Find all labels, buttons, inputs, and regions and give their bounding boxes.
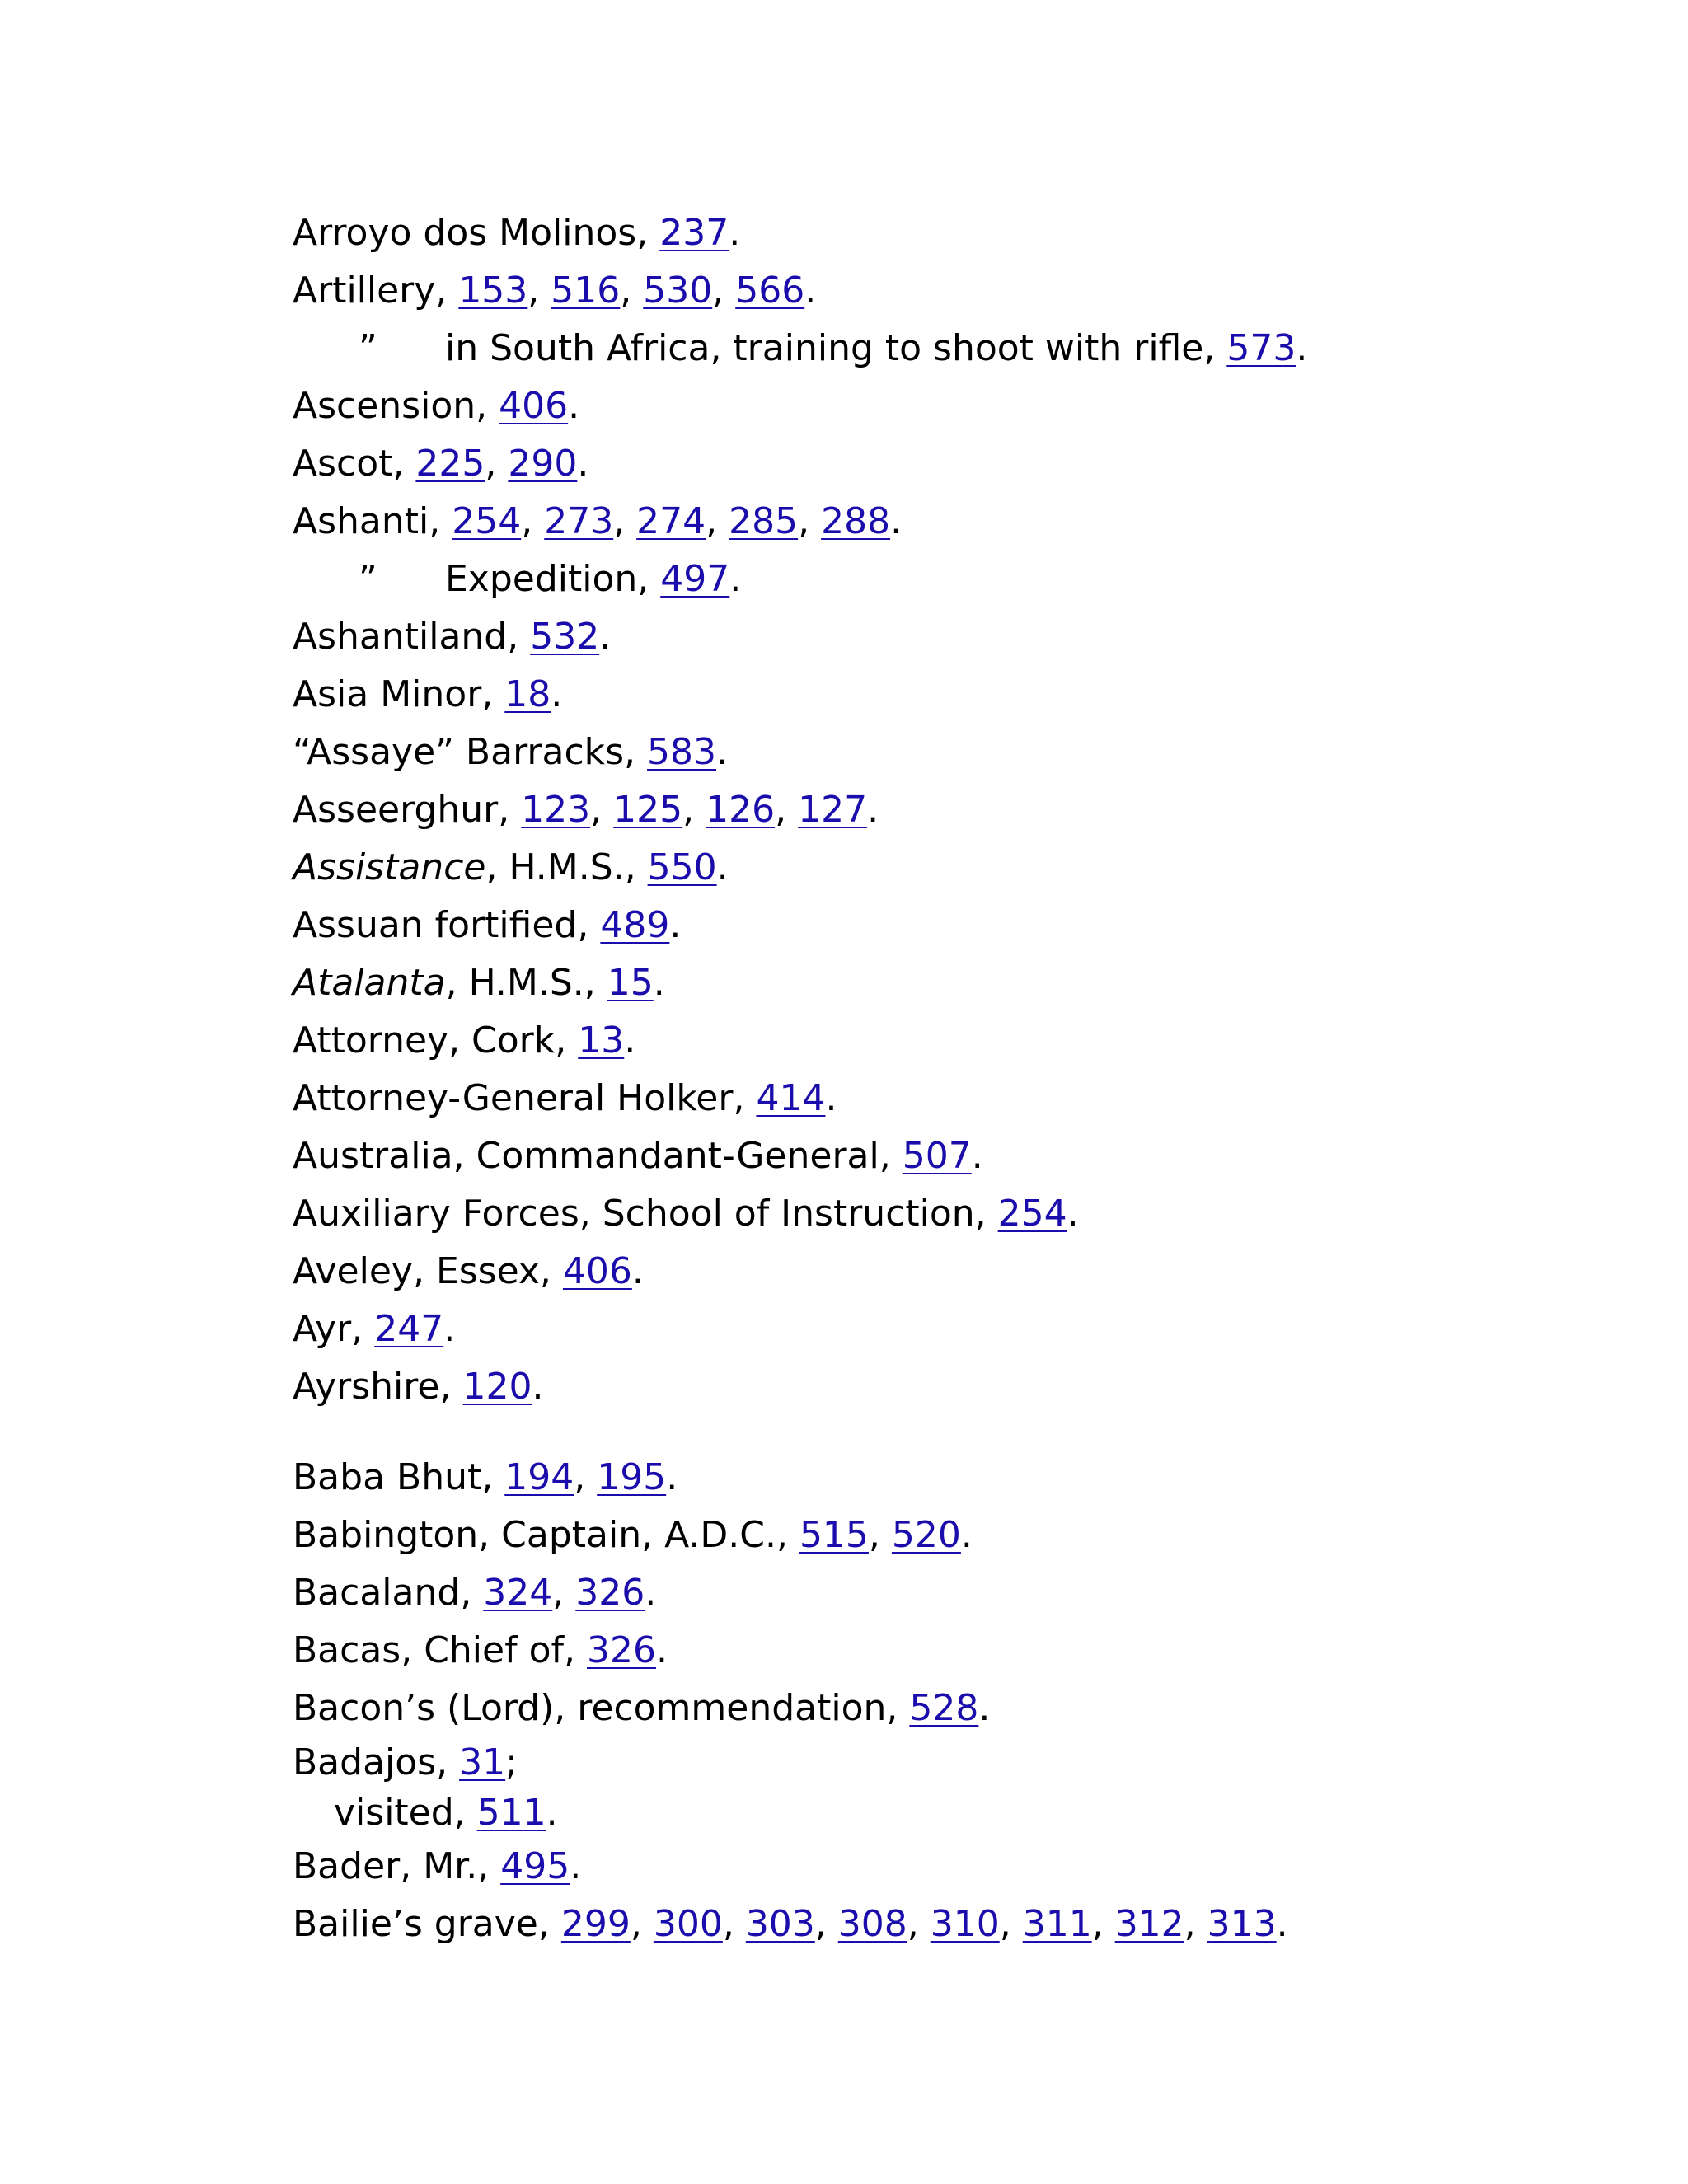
page-link[interactable]: 153 xyxy=(458,269,528,312)
page-link[interactable]: 285 xyxy=(729,500,799,542)
index-term: Ayrshire xyxy=(293,1366,440,1408)
index-entry: Attorney-General Holker, 414. xyxy=(293,1077,837,1119)
index-entry: Babington, Captain, A.D.C., 515, 520. xyxy=(293,1514,973,1556)
ditto-mark: ” xyxy=(359,558,377,600)
index-term: “Assaye” Barracks xyxy=(293,731,625,773)
index-subentry: ” Expedition, 497. xyxy=(293,551,1611,608)
page-link[interactable]: 573 xyxy=(1226,327,1296,369)
index-term: Aveley, Essex xyxy=(293,1250,540,1292)
index-entry: Arroyo dos Molinos, 237. xyxy=(293,212,741,254)
index-term: Bacon’s (Lord), recommendation xyxy=(293,1687,887,1729)
page-link[interactable]: 237 xyxy=(659,212,729,254)
page-link[interactable]: 516 xyxy=(551,269,621,312)
page-link[interactable]: 288 xyxy=(821,500,891,542)
index-term: Bacas, Chief of xyxy=(293,1629,564,1671)
page-link[interactable]: 254 xyxy=(997,1193,1067,1235)
index-term: Bacaland xyxy=(293,1572,461,1614)
index-entry: Ascension, 406. xyxy=(293,385,580,427)
page-link[interactable]: 497 xyxy=(660,558,730,600)
index-entry: Ashantiland, 532. xyxy=(293,616,612,658)
page-link[interactable]: 125 xyxy=(613,789,683,831)
page-link[interactable]: 273 xyxy=(544,500,614,542)
index-entry: Aveley, Essex, 406. xyxy=(293,1250,644,1292)
page-link[interactable]: 313 xyxy=(1207,1903,1277,1945)
page-link[interactable]: 550 xyxy=(647,846,717,888)
index-term: Babington, Captain, A.D.C. xyxy=(293,1514,776,1556)
page-link[interactable]: 299 xyxy=(560,1903,631,1945)
index-entry: Asseerghur, 123, 125, 126, 127. xyxy=(293,789,879,831)
page-link[interactable]: 120 xyxy=(462,1366,532,1408)
index-term-italic: Assistance xyxy=(293,846,486,888)
index-term: Asia Minor xyxy=(293,673,482,715)
index-entry: Assistance, H.M.S., 550. xyxy=(293,846,729,888)
index-term: , H.M.S. xyxy=(445,962,584,1004)
page-link[interactable]: 312 xyxy=(1114,1903,1184,1945)
page-link[interactable]: 326 xyxy=(575,1572,645,1614)
index-term: Badajos xyxy=(293,1741,437,1783)
page-link[interactable]: 195 xyxy=(597,1456,667,1498)
index-entry: Baba Bhut, 194, 195. xyxy=(293,1456,678,1498)
index-term: Expedition xyxy=(445,558,638,600)
index-entry: Ayr, 247. xyxy=(293,1308,456,1350)
page-link[interactable]: 303 xyxy=(745,1903,815,1945)
page-link[interactable]: 489 xyxy=(600,904,670,946)
ditto-mark: ” xyxy=(359,327,377,369)
index-term: Attorney-General Holker xyxy=(293,1077,734,1119)
page-link[interactable]: 495 xyxy=(500,1845,570,1887)
page-link[interactable]: 126 xyxy=(706,789,776,831)
page-link[interactable]: 123 xyxy=(521,789,591,831)
index-term: Ascot xyxy=(293,443,393,485)
page-link[interactable]: 18 xyxy=(504,673,551,715)
page-link[interactable]: 311 xyxy=(1022,1903,1092,1945)
index-term: Baba Bhut xyxy=(293,1456,482,1498)
index-entry: Ascot, 225, 290. xyxy=(293,443,589,485)
index-entry: Ayrshire, 120. xyxy=(293,1366,544,1408)
page-link[interactable]: 310 xyxy=(930,1903,1000,1945)
page-link[interactable]: 511 xyxy=(476,1792,546,1834)
index-continuation: visited, 511. xyxy=(334,1792,558,1834)
page-link[interactable]: 15 xyxy=(607,962,654,1004)
index-term: Bailie’s grave xyxy=(293,1903,538,1945)
index-entry: Bailie’s grave, 299, 300, 303, 308, 310, 311, 312, 313. xyxy=(293,1903,1288,1945)
index-entry: Bader, Mr., 495. xyxy=(293,1845,582,1887)
page-link[interactable]: 324 xyxy=(483,1572,553,1614)
page-link[interactable]: 326 xyxy=(586,1629,656,1671)
index-entry: Ashanti, 254, 273, 274, 285, 288. xyxy=(293,500,903,542)
index-term: Arroyo dos Molinos xyxy=(293,212,637,254)
page-link[interactable]: 127 xyxy=(798,789,868,831)
index-term: Ashanti xyxy=(293,500,429,542)
index-page xyxy=(293,204,1611,1953)
page-link[interactable]: 532 xyxy=(530,616,600,658)
page-link[interactable]: 406 xyxy=(562,1250,632,1292)
page-link[interactable]: 194 xyxy=(504,1456,574,1498)
page-link[interactable]: 225 xyxy=(415,443,485,485)
page-link[interactable]: 406 xyxy=(499,385,569,427)
index-term: Auxiliary Forces, School of Instruction xyxy=(293,1193,975,1235)
page-link[interactable]: 507 xyxy=(902,1135,972,1177)
index-term: Bader, Mr. xyxy=(293,1845,478,1887)
index-entry: Bacon’s (Lord), recommendation, 528. xyxy=(293,1687,991,1729)
index-term: Artillery xyxy=(293,269,436,312)
page-link[interactable]: 247 xyxy=(374,1308,444,1350)
page-link[interactable]: 290 xyxy=(508,443,578,485)
index-entry: Bacaland, 324, 326. xyxy=(293,1572,657,1614)
index-entry: Badajos, 31; xyxy=(293,1741,518,1783)
index-term: Asseerghur xyxy=(293,789,499,831)
index-subentry: ” in South Africa, training to shoot with rifle, 573. xyxy=(293,320,1611,377)
index-entry: Australia, Commandant-General, 507. xyxy=(293,1135,983,1177)
index-term: Australia, Commandant-General xyxy=(293,1135,879,1177)
page-link[interactable]: 308 xyxy=(837,1903,907,1945)
index-term: Ayr xyxy=(293,1308,352,1350)
page-link[interactable]: 566 xyxy=(735,269,805,312)
index-entry: “Assaye” Barracks, 583. xyxy=(293,731,729,773)
page-link[interactable]: 583 xyxy=(647,731,717,773)
index-entry: Assuan fortified, 489. xyxy=(293,904,682,946)
index-term: Assuan fortified xyxy=(293,904,578,946)
index-entry: Artillery, 153, 516, 530, 566. xyxy=(293,269,817,312)
page-link[interactable]: 31 xyxy=(459,1741,506,1783)
index-entry: Auxiliary Forces, School of Instruction, 254. xyxy=(293,1193,1079,1235)
page-link[interactable]: 254 xyxy=(452,500,522,542)
page-link[interactable]: 13 xyxy=(578,1019,625,1062)
index-term: visited xyxy=(334,1792,454,1834)
index-term: Attorney, Cork xyxy=(293,1019,556,1062)
index-term: in South Africa, training to shoot with rifle xyxy=(445,327,1204,369)
index-term: , H.M.S. xyxy=(485,846,625,888)
page-link[interactable]: 515 xyxy=(799,1514,869,1556)
index-entry: Bacas, Chief of, 326. xyxy=(293,1629,668,1671)
page-link[interactable]: 274 xyxy=(636,500,706,542)
page-link[interactable]: 300 xyxy=(653,1903,723,1945)
index-term: Ashantiland xyxy=(293,616,508,658)
index-entry: Atalanta, H.M.S., 15. xyxy=(293,962,665,1004)
index-term: Ascension xyxy=(293,385,476,427)
index-term-italic: Atalanta xyxy=(293,962,446,1004)
page-link[interactable]: 530 xyxy=(643,269,713,312)
index-entry: Attorney, Cork, 13. xyxy=(293,1019,636,1062)
index-entry: Asia Minor, 18. xyxy=(293,673,563,715)
section-gap xyxy=(293,1416,1611,1449)
page-link[interactable]: 528 xyxy=(909,1687,979,1729)
page-link[interactable]: 414 xyxy=(756,1077,826,1119)
page-link[interactable]: 520 xyxy=(891,1514,961,1556)
